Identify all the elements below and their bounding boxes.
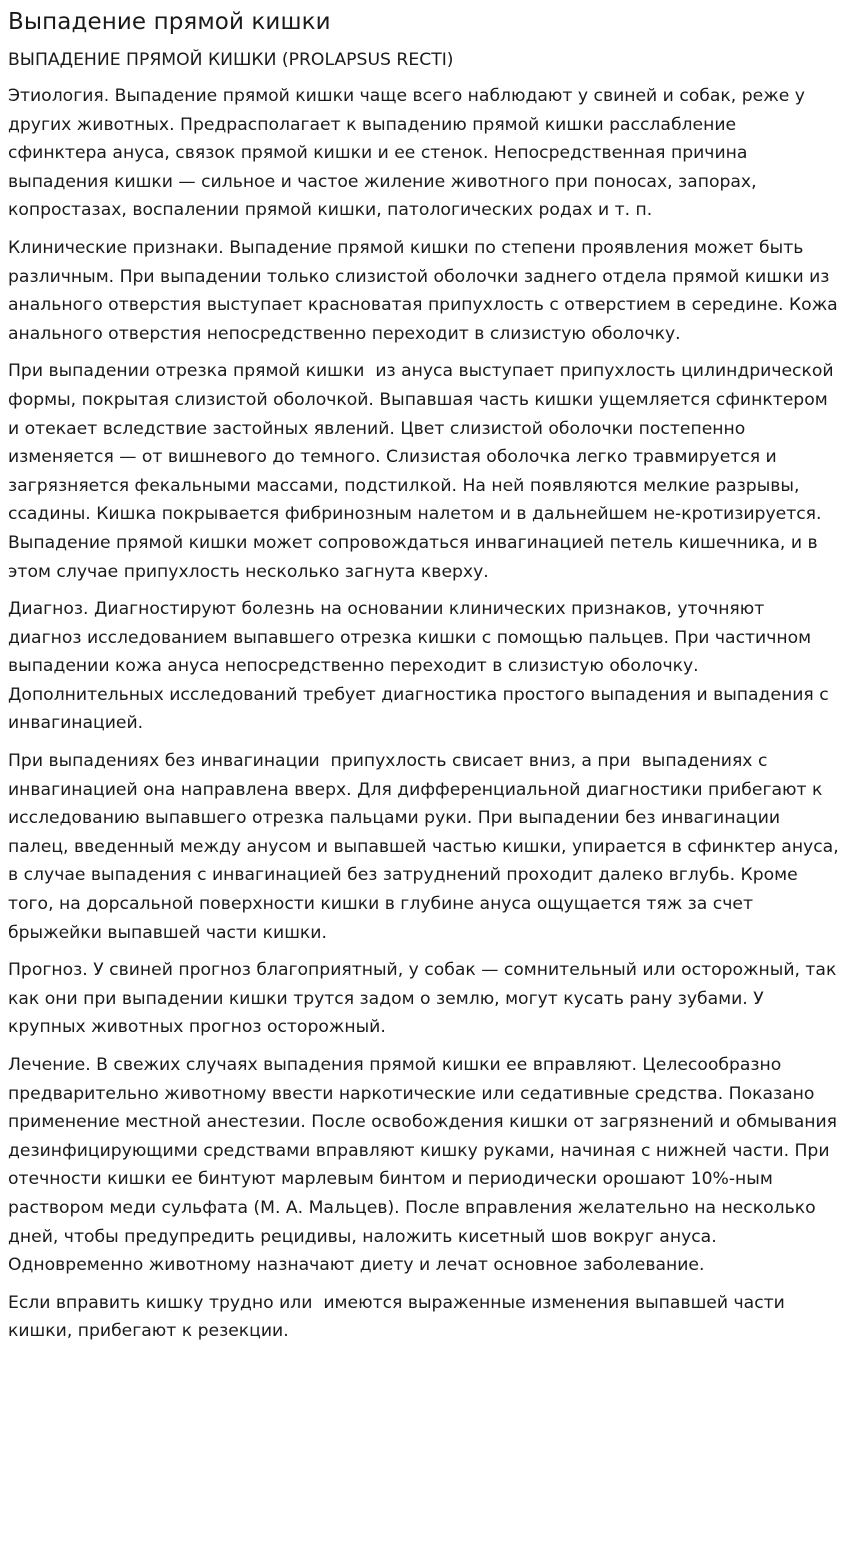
paragraph-diagnosis: Диагноз. Диагностируют болезнь на основании клинических признаков, уточняют диагноз исследованием выпавшего отрезка кишки с помощью пальцев. При частичном выпадении кожа ануса непосредственно переходит в слизистую оболочку. Дополнительных исследований требует диагностика простого выпадения и выпадения с инвагинацией. [8, 599, 835, 734]
paragraph-treatment: Лечение. В свежих случаях выпадения прямой кишки ее вправляют. Целесообразно предварительно животному ввести наркотические или седативные средства. Показано применение местной анестезии. После освобождения кишки от загрязнений и обмывания дезинфицирующими средствами вправляют кишку руками, начиная с нижней части. При отечности кишки ее бинтуют марлевым бинтом и периодически орошают 10%-ным раствором меди сульфата (М. А. Мальцев). После вправления желательно на несколько дней, чтобы предупредить рецидивы, наложить кисетный шов вокруг ануса. Одновременно животному назначают диету и лечат основное заболевание. [8, 1055, 843, 1276]
article-subtitle: ВЫПАДЕНИЕ ПРЯМОЙ КИШКИ (PROLAPSUS RECTI) [8, 50, 454, 70]
paragraph-resection: Если вправить кишку трудно или имеются выраженные изменения выпавшей части кишки, прибегают к резекции. [8, 1292, 791, 1342]
paragraph-prognosis: Прогноз. У свиней прогноз благоприятный, у собак — сомнительный или осторожный, так как они при выпадении кишки трутся задом о землю, могут кусать рану зубами. У крупных животных прогноз осторожный. [8, 960, 842, 1038]
paragraph-etiology: Этиология. Выпадение прямой кишки чаще всего наблюдают у свиней и собак, реже у других животных. Предрасполагает к выпадению прямой кишки расслабление сфинктера ануса, связок прямой кишки и ее стенок. Непосредственная причина выпадения кишки — сильное и частое жиление животного при поносах, запорах, копростазах, воспалении прямой кишки, патологических родах и т. п. [8, 86, 811, 221]
paragraph-segment-prolapse: При выпадении отрезка прямой кишки из ануса выступает припухлость цилиндрической формы, покрытая слизистой оболочкой. Выпавшая часть кишки ущемляется сфинктером и отекает вследствие застойных явлений. Цвет слизистой оболочки постепенно изменяется — от вишневого до темного. Слизистая оболочка легко травмируется и загрязняется фекальными массами, подстилкой. На ней появляются мелкие разрывы, ссадины. Кишка покрывается фибринозным налетом и в дальнейшем не-кротизируется. Выпадение прямой кишки может сопровождаться инвагинацией петель кишечника, и в этом случае припухлость несколько загнута кверху. [8, 361, 840, 582]
paragraph-clinical-signs: Клинические признаки. Выпадение прямой кишки по степени проявления может быть различным. При выпадении только слизистой оболочки заднего отдела прямой кишки из анального отверстия выступает красноватая припухлость с отверстием в середине. Кожа анального отверстия непосредственно переходит в слизистую оболочку. [8, 237, 844, 344]
page-title: Выпадение прямой кишки [8, 9, 331, 35]
paragraph-differential: При выпадениях без инвагинации припухлость свисает вниз, а при выпадениях с инвагинацией она направлена вверх. Для дифференциальной диагностики прибегают к исследованию выпавшего отрезка пальцами руки. При выпадении без инвагинации палец, введенный между анусом и выпавшей частью кишки, упирается в сфинктер ануса, в случае выпадения с инвагинацией без затруднений проходит далеко вглубь. Кроме того, на дорсальной поверхности кишки в глубине ануса ощущается тяж за счет брыжейки выпавшей части кишки. [8, 751, 845, 943]
